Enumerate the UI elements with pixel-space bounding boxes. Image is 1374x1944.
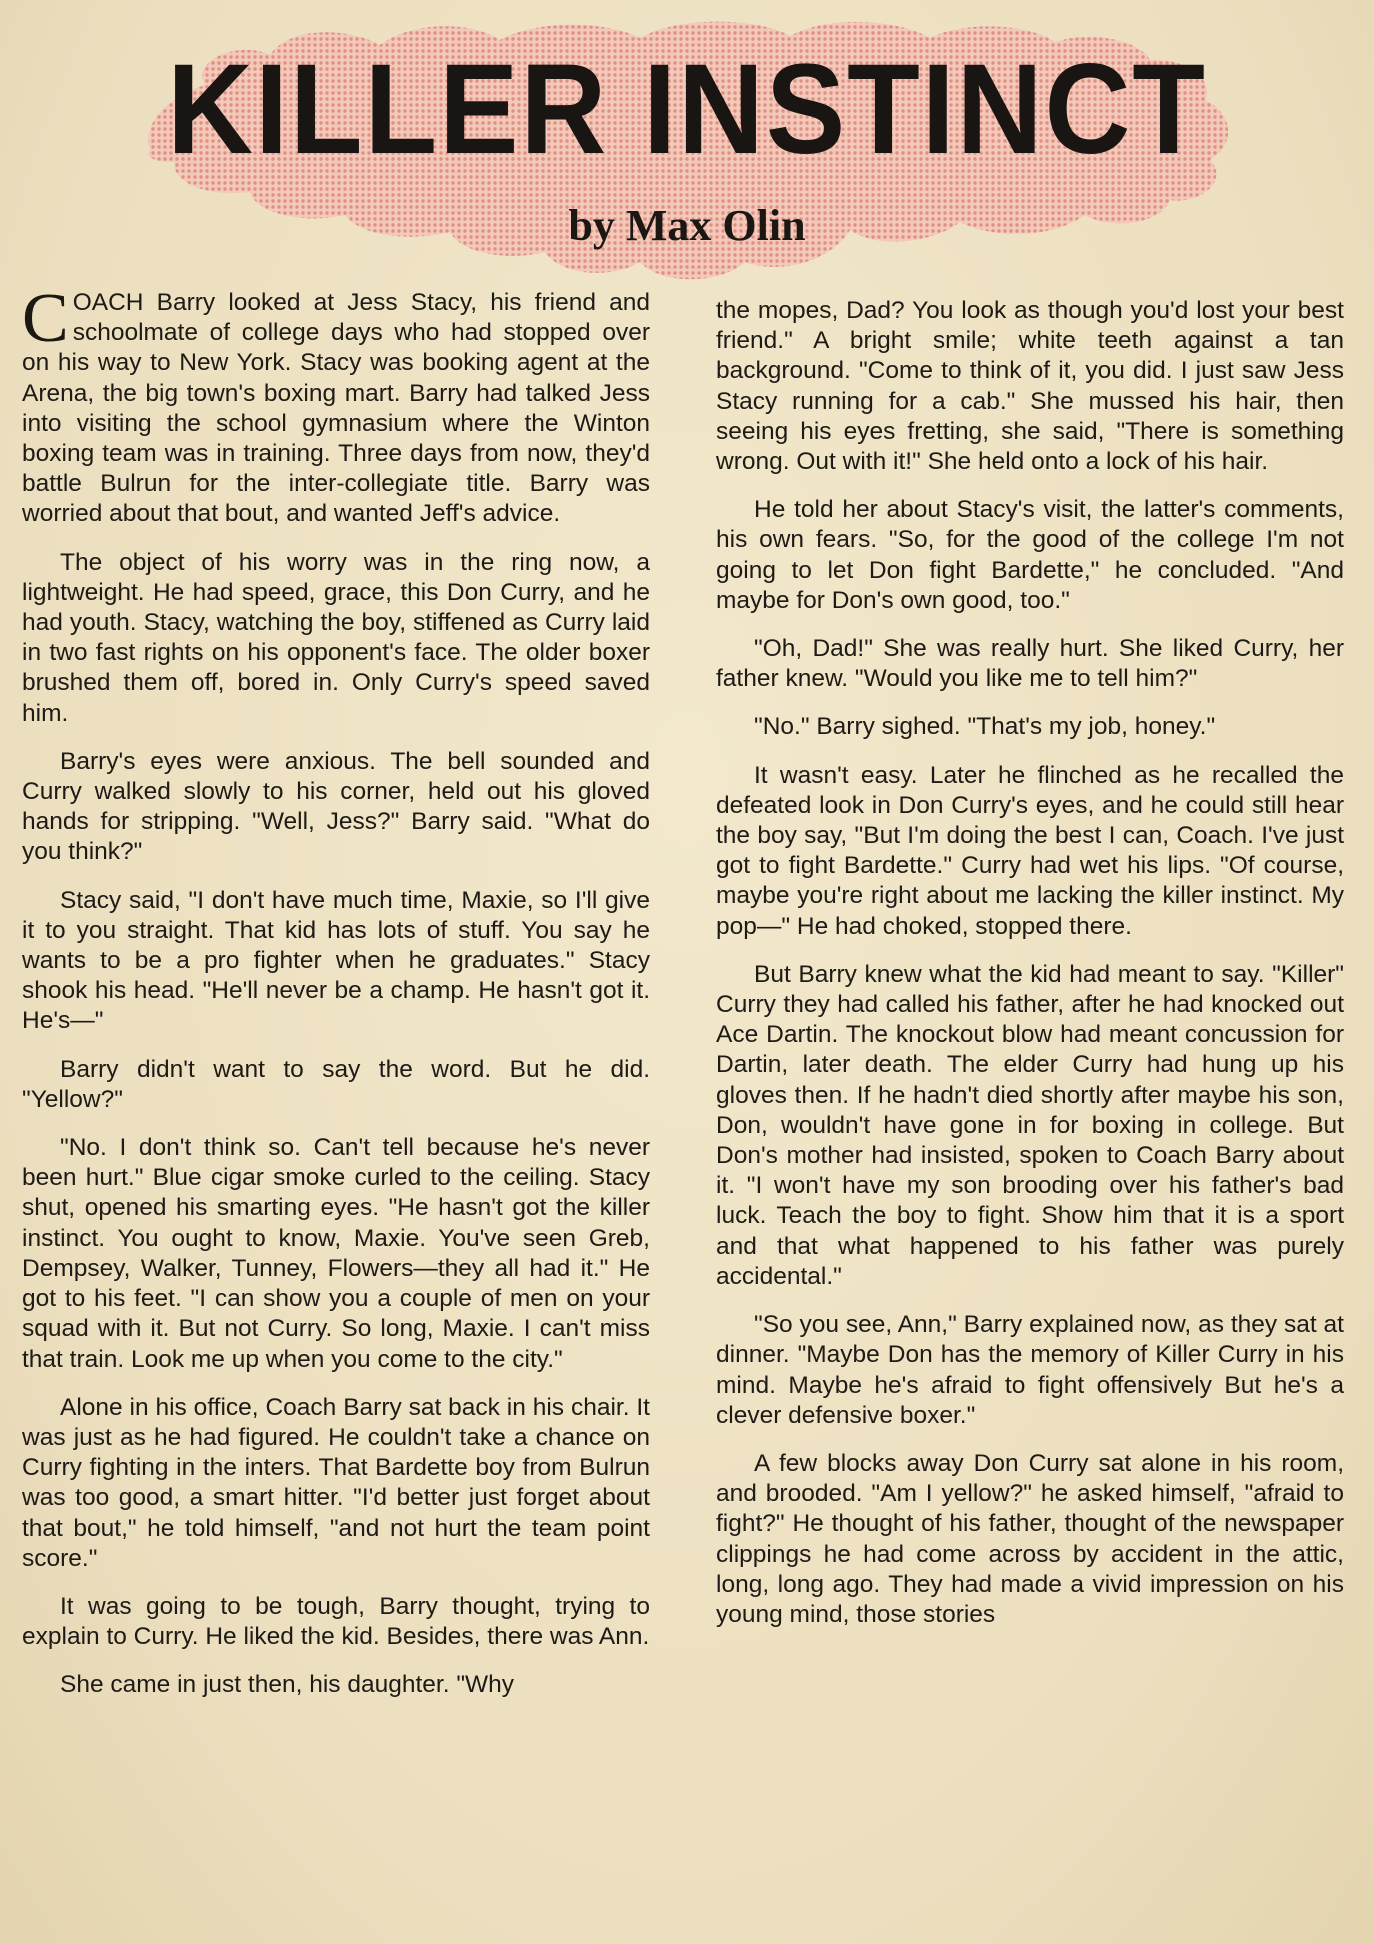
paragraph-text: OACH Barry looked at Jess Stacy, his friend and schoolmate of college days who had stopped over on his way to New York. Stacy was booking agent at the Arena, the big town's boxing mart. Barry had talked Jess into visiting the school gymnasium where the Winton boxing team was in training. Three days from now, they'd battle Bulrun for the inter-collegiate title. Barry was worried about that bout, and wanted Jeff's advice. xyxy=(22,289,650,528)
paragraph: Barry didn't want to say the word. But he did. "Yellow?" xyxy=(22,1055,650,1113)
paragraph: "No. I don't think so. Can't tell because he's never been hurt." Blue cigar smoke curled to the ceiling. Stacy shut, opened his smarting eyes. "He hasn't got the killer instinct. You ought to know, Maxie. You've seen Greb, Dempsey, Walker, Tunney, Flowers—they all had it." He got to his feet. "I can show you a couple of men on your squad with it. But not Curry. So long, Maxie. I can't miss that train. Look me up when you come to the city." xyxy=(22,1134,650,1373)
paragraph: He told her about Stacy's visit, the latter's comments, his own fears. "So, for the good of the college I'm not going to let Don fight Bardette," he concluded. "And maybe for Don's own good, too." xyxy=(716,496,1344,614)
paragraph: Alone in his office, Coach Barry sat back in his chair. It was just as he had figured. He couldn't take a chance on Curry fighting in the inters. That Bardette boy from Bulrun was too good, a smart hitter. "I'd better just forget about that bout," he told himself, "and not hurt the team point score." xyxy=(22,1393,650,1572)
paragraph xyxy=(22,280,650,530)
paragraph: She came in just then, his daughter. "Why xyxy=(60,1671,515,1699)
paragraph: But Barry knew what the kid had meant to say. "Killer" Curry they had called his father, after he had knocked out Ace Dartin. The knockout blow had meant concussion for Dartin, later death. The elder Curry had hung up his gloves then. If he hadn't died shortly after maybe his son, Don, wouldn't have gone in for boxing in college. But Don's mother had insisted, spoken to Coach Barry about it. "I won't have my son brooding over his father's bad luck. Teach the boy to fight. Show him that it is a sport and that what happened to his father was purely accidental." xyxy=(716,960,1344,1290)
paragraph: Stacy said, "I don't have much time, Maxie, so I'll give it to you straight. That kid has lots of stuff. You say he wants to be a pro fighter when he graduates." Stacy shook his head. "He'll never be a champ. He hasn't got it. He's—" xyxy=(22,886,650,1035)
paragraph: The object of his worry was in the ring now, a lightweight. He had speed, grace, this Don Curry, and he had youth. Stacy, watching the boy, stiffened as Curry laid in two fast rights on his opponent's face. The older boxer brushed them off, bored in. Only Curry's speed saved him. xyxy=(22,548,650,727)
story-header xyxy=(0,0,1374,290)
paragraph: It was going to be tough, Barry thought, trying to explain to Curry. He liked the kid. Besides, there was Ann. xyxy=(22,1592,650,1651)
paragraph: "No." Barry sighed. "That's my job, honey." xyxy=(754,713,1216,741)
left-text-column xyxy=(22,280,650,1719)
paragraph: "So you see, Ann," Barry explained now, as they sat at dinner. "Maybe Don has the memory of Killer Curry in his mind. Maybe he's afraid to fight offensively But he's a clever defensive boxer." xyxy=(716,1311,1344,1429)
paragraph: It wasn't easy. Later he flinched as he recalled the defeated look in Don Curry's eyes, and he could still hear the boy say, "But I'm doing the best I can, Coach. I've just got to fight Bardette." Curry had wet his lips. "Of course, maybe you're right about me lacking the killer instinct. My pop—" He had choked, stopped there. xyxy=(716,761,1344,940)
right-text-column xyxy=(716,296,1344,1648)
paragraph: the mopes, Dad? You look as though you'd lost your best friend." A bright smile; white teeth against a tan background. "Come to think of it, you did. I just saw Jess Stacy running for a cab." She mussed his hair, then seeing his eyes fretting, she said, "There is something wrong. Out with it!" She held onto a lock of his hair. xyxy=(716,297,1344,476)
story-byline: by Max Olin xyxy=(568,201,806,250)
paragraph: A few blocks away Don Curry sat alone in his room, and brooded. "Am I yellow?" he asked himself, "afraid to fight?" He thought of his father, thought of the newspaper clippings he had come across by accident in the attic, long, long ago. They had made a vivid impression on his young mind, those stories xyxy=(716,1449,1344,1628)
drop-cap: C xyxy=(22,280,69,357)
paragraph: Barry's eyes were anxious. The bell sounded and Curry walked slowly to his corner, held out his gloved hands for stripping. "Well, Jess?" Barry said. "What do you think?" xyxy=(22,747,650,866)
paragraph: "Oh, Dad!" She was really hurt. She liked Curry, her father knew. "Would you like me to tell him?" xyxy=(716,635,1344,693)
story-title: KILLER INSTINCT xyxy=(167,38,1207,181)
